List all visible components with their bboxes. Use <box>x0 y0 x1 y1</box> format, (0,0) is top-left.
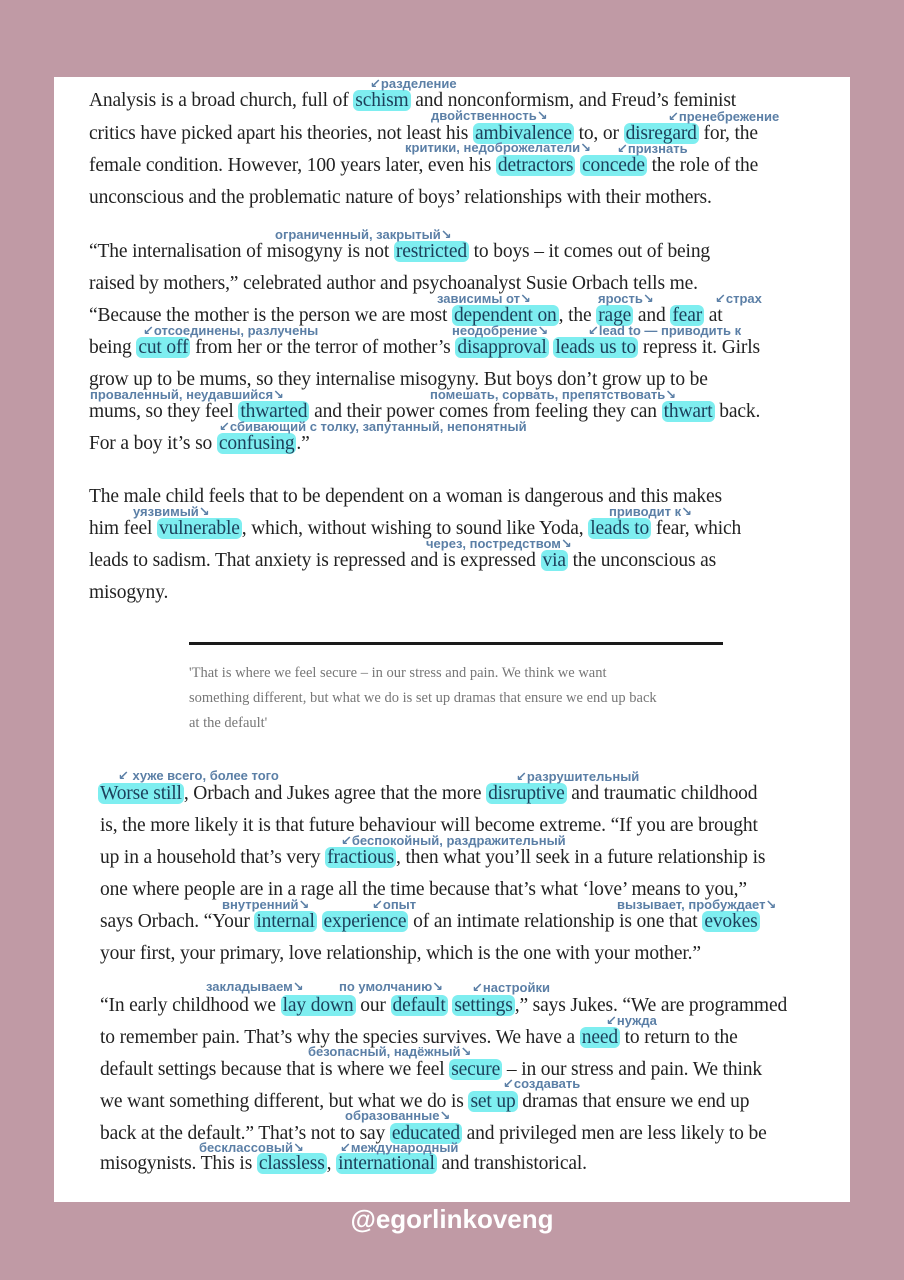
annotation-disregard: ↙пренебрежение <box>668 109 780 124</box>
annotation-fear: ↙страх <box>715 291 762 306</box>
annotation-internal: внутренний↘ <box>222 897 310 912</box>
highlight-leads-to[interactable]: leads to <box>590 518 650 539</box>
annotation-via: через, постредством↘ <box>426 536 572 551</box>
highlight-worse-still[interactable]: Worse still <box>100 783 182 804</box>
text-line: we want something different, but what we do is set up dramas that ensure we end up <box>100 1091 750 1112</box>
annotation-vulnerable: уязвимый↘ <box>133 504 210 519</box>
highlight-educated[interactable]: educated <box>391 1123 460 1144</box>
annotation-worse-still: ↙ хуже всего, более того <box>118 768 279 783</box>
highlight-lay-down[interactable]: lay down <box>282 995 354 1016</box>
highlight-vulnerable[interactable]: vulnerable <box>158 518 240 539</box>
text-line: unconscious and the problematic nature of boys’ relationships with their mothers. <box>89 187 712 208</box>
annotation-educated: образованные↘ <box>345 1108 451 1123</box>
text-line: your first, your primary, love relationship, which is the one with your mother.” <box>100 943 701 964</box>
highlight-leads-us-to[interactable]: leads us to <box>555 337 637 358</box>
annotation-thwart: помешать, сорвать, препятствовать↘ <box>430 387 677 402</box>
text-line: misogyny. <box>89 582 169 603</box>
annotation-disapproval: неодобрение↘ <box>452 323 549 338</box>
highlight-cut-off[interactable]: cut off <box>138 337 189 358</box>
pullquote-line: at the default' <box>189 715 268 731</box>
text-line: grow up to be mums, so they internalise misogyny. But boys don’t grow up to be <box>89 369 708 390</box>
text-line: leads to sadism. That anxiety is repressed and is expressed via the unconscious as <box>89 550 717 571</box>
highlight-settings[interactable]: settings <box>454 995 513 1016</box>
text-line: “The internalisation of misogyny is not restricted to boys – it comes out of being <box>89 241 711 262</box>
highlight-fractious[interactable]: fractious <box>327 847 395 868</box>
highlight-schism[interactable]: schism <box>355 90 409 111</box>
highlight-disruptive[interactable]: disruptive <box>488 783 565 804</box>
highlight-secure[interactable]: secure <box>451 1059 501 1080</box>
highlight-evokes[interactable]: evokes <box>704 911 758 932</box>
text-line: misogynists. This is classless , international and transhistorical. <box>100 1153 587 1174</box>
text-line: him feel vulnerable , which, without wishing to sound like Yoda, leads to fear, which <box>89 518 742 539</box>
highlight-fear[interactable]: fear <box>672 305 703 326</box>
text-line: “Because the mother is the person we are most dependent on , the rage and fear at <box>89 305 723 326</box>
text-line: “In early childhood we lay down our default settings ,” says Jukes. “We are programmed <box>100 995 788 1016</box>
text-line: to remember pain. That’s why the species survives. We have a need to return to the <box>100 1027 738 1048</box>
highlight-thwarted[interactable]: thwarted <box>240 401 308 422</box>
highlight-dependent-on[interactable]: dependent on <box>453 305 557 326</box>
highlight-confusing[interactable]: confusing <box>218 433 295 454</box>
article-card <box>54 77 850 1202</box>
annotation-dependent-on: зависимы от↘ <box>437 291 531 306</box>
annotation-secure: безопасный, надёжный↘ <box>308 1044 472 1059</box>
annotation-evokes: вызывает, пробуждает↘ <box>617 897 777 912</box>
highlight-classless[interactable]: classless <box>258 1153 325 1174</box>
text-line: back at the default.” That’s not to say educated and privileged men are less likely to be <box>100 1123 767 1144</box>
highlight-disapproval[interactable]: disapproval <box>457 337 547 358</box>
highlight-international[interactable]: international <box>338 1153 435 1174</box>
text-line: raised by mothers,” celebrated author and psychoanalyst Susie Orbach tells me. <box>89 273 698 294</box>
text-line: The male child feels that to be dependent on a woman is dangerous and this makes <box>89 486 722 507</box>
highlight-via[interactable]: via <box>542 550 566 571</box>
annotation-rage: ярость↘ <box>598 291 654 306</box>
highlight-default[interactable]: default <box>392 995 446 1016</box>
text-line: For a boy it’s so confusing .” <box>89 433 310 454</box>
pullquote-divider <box>189 642 723 645</box>
annotation-leads-us-to: ↙lead to — приводить к <box>588 323 742 338</box>
annotation-concede: ↙признать <box>617 141 688 156</box>
highlight-disregard[interactable]: disregard <box>625 123 697 144</box>
annotation-disruptive: ↙разрушительный <box>516 769 640 784</box>
text-line: is, the more likely it is that future behaviour will become extreme. “If you are brought <box>100 815 758 836</box>
text-line: Analysis is a broad church, full of schism and nonconformism, and Freud’s feminist <box>89 90 737 111</box>
annotation-experience: ↙опыт <box>372 897 417 912</box>
highlight-concede[interactable]: concede <box>582 155 645 176</box>
author-handle: @egorlinkoveng <box>350 1204 554 1234</box>
annotation-schism: ↙разделение <box>370 76 457 91</box>
annotation-lay-down: закладываем↘ <box>206 979 304 994</box>
annotation-restricted: ограниченный, закрытый↘ <box>275 227 452 242</box>
annotation-classless: бесклассовый↘ <box>199 1140 304 1155</box>
text-line: being cut off from her or the terror of mother’s disapproval leads us to repress it. Girls <box>89 337 760 358</box>
annotation-fractious: ↙беспокойный, раздражительный <box>341 833 566 848</box>
highlight-internal[interactable]: internal <box>256 911 315 932</box>
annotation-leads-to: приводит к↘ <box>609 504 692 519</box>
text-line: Worse still , Orbach and Jukes agree that the more disruptive and traumatic childhood <box>100 783 758 804</box>
annotation-default: по умолчанию↘ <box>339 979 444 994</box>
highlight-need[interactable]: need <box>581 1027 618 1048</box>
annotation-thwarted: проваленный, неудавшийся↘ <box>90 387 284 402</box>
highlight-experience[interactable]: experience <box>323 911 407 932</box>
text-line: says Orbach. “Your internal experience of an intimate relationship is one that evokes <box>100 911 758 932</box>
pullquote-line: something different, but what we do is set up dramas that ensure we end up back <box>189 690 657 706</box>
annotation-set-up: ↙создавать <box>503 1076 581 1091</box>
annotation-cut-off: ↙отсоединены, разлучены <box>143 323 319 338</box>
text-line: mums, so they feel thwarted and their power comes from feeling they can thwart back. <box>89 401 761 422</box>
highlight-restricted[interactable]: restricted <box>395 241 467 262</box>
text-line: one where people are in a rage all the time because that’s what ‘love’ means to you,” <box>100 879 747 900</box>
annotation-need: ↙нужда <box>606 1013 657 1028</box>
text-line: female condition. However, 100 years later, even his detractors concede the role of the <box>89 155 759 176</box>
text-line: critics have picked apart his theories, not least his ambivalence to, or disregard for, the <box>89 123 758 144</box>
text-line: default settings because that is where we feel secure – in our stress and pain. We think <box>100 1059 762 1080</box>
annotation-detractors: критики, недоброжелатели↘ <box>405 140 592 155</box>
annotation-ambivalence: двойственность↘ <box>431 108 548 123</box>
highlight-rage[interactable]: rage <box>598 305 632 326</box>
annotation-international: ↙международный <box>340 1140 459 1155</box>
highlight-detractors[interactable]: detractors <box>497 155 574 176</box>
highlight-ambivalence[interactable]: ambivalence <box>474 123 572 144</box>
highlight-thwart[interactable]: thwart <box>663 401 713 422</box>
highlight-set-up[interactable]: set up <box>470 1091 516 1112</box>
pullquote-line: 'That is where we feel secure – in our stress and pain. We think we want <box>189 665 607 681</box>
annotation-confusing: ↙сбивающий с толку, запутанный, непонятный <box>219 419 527 434</box>
annotation-settings: ↙настройки <box>472 980 550 995</box>
text-line: up in a household that’s very fractious , then what you’ll seek in a future relationship is <box>100 847 766 868</box>
